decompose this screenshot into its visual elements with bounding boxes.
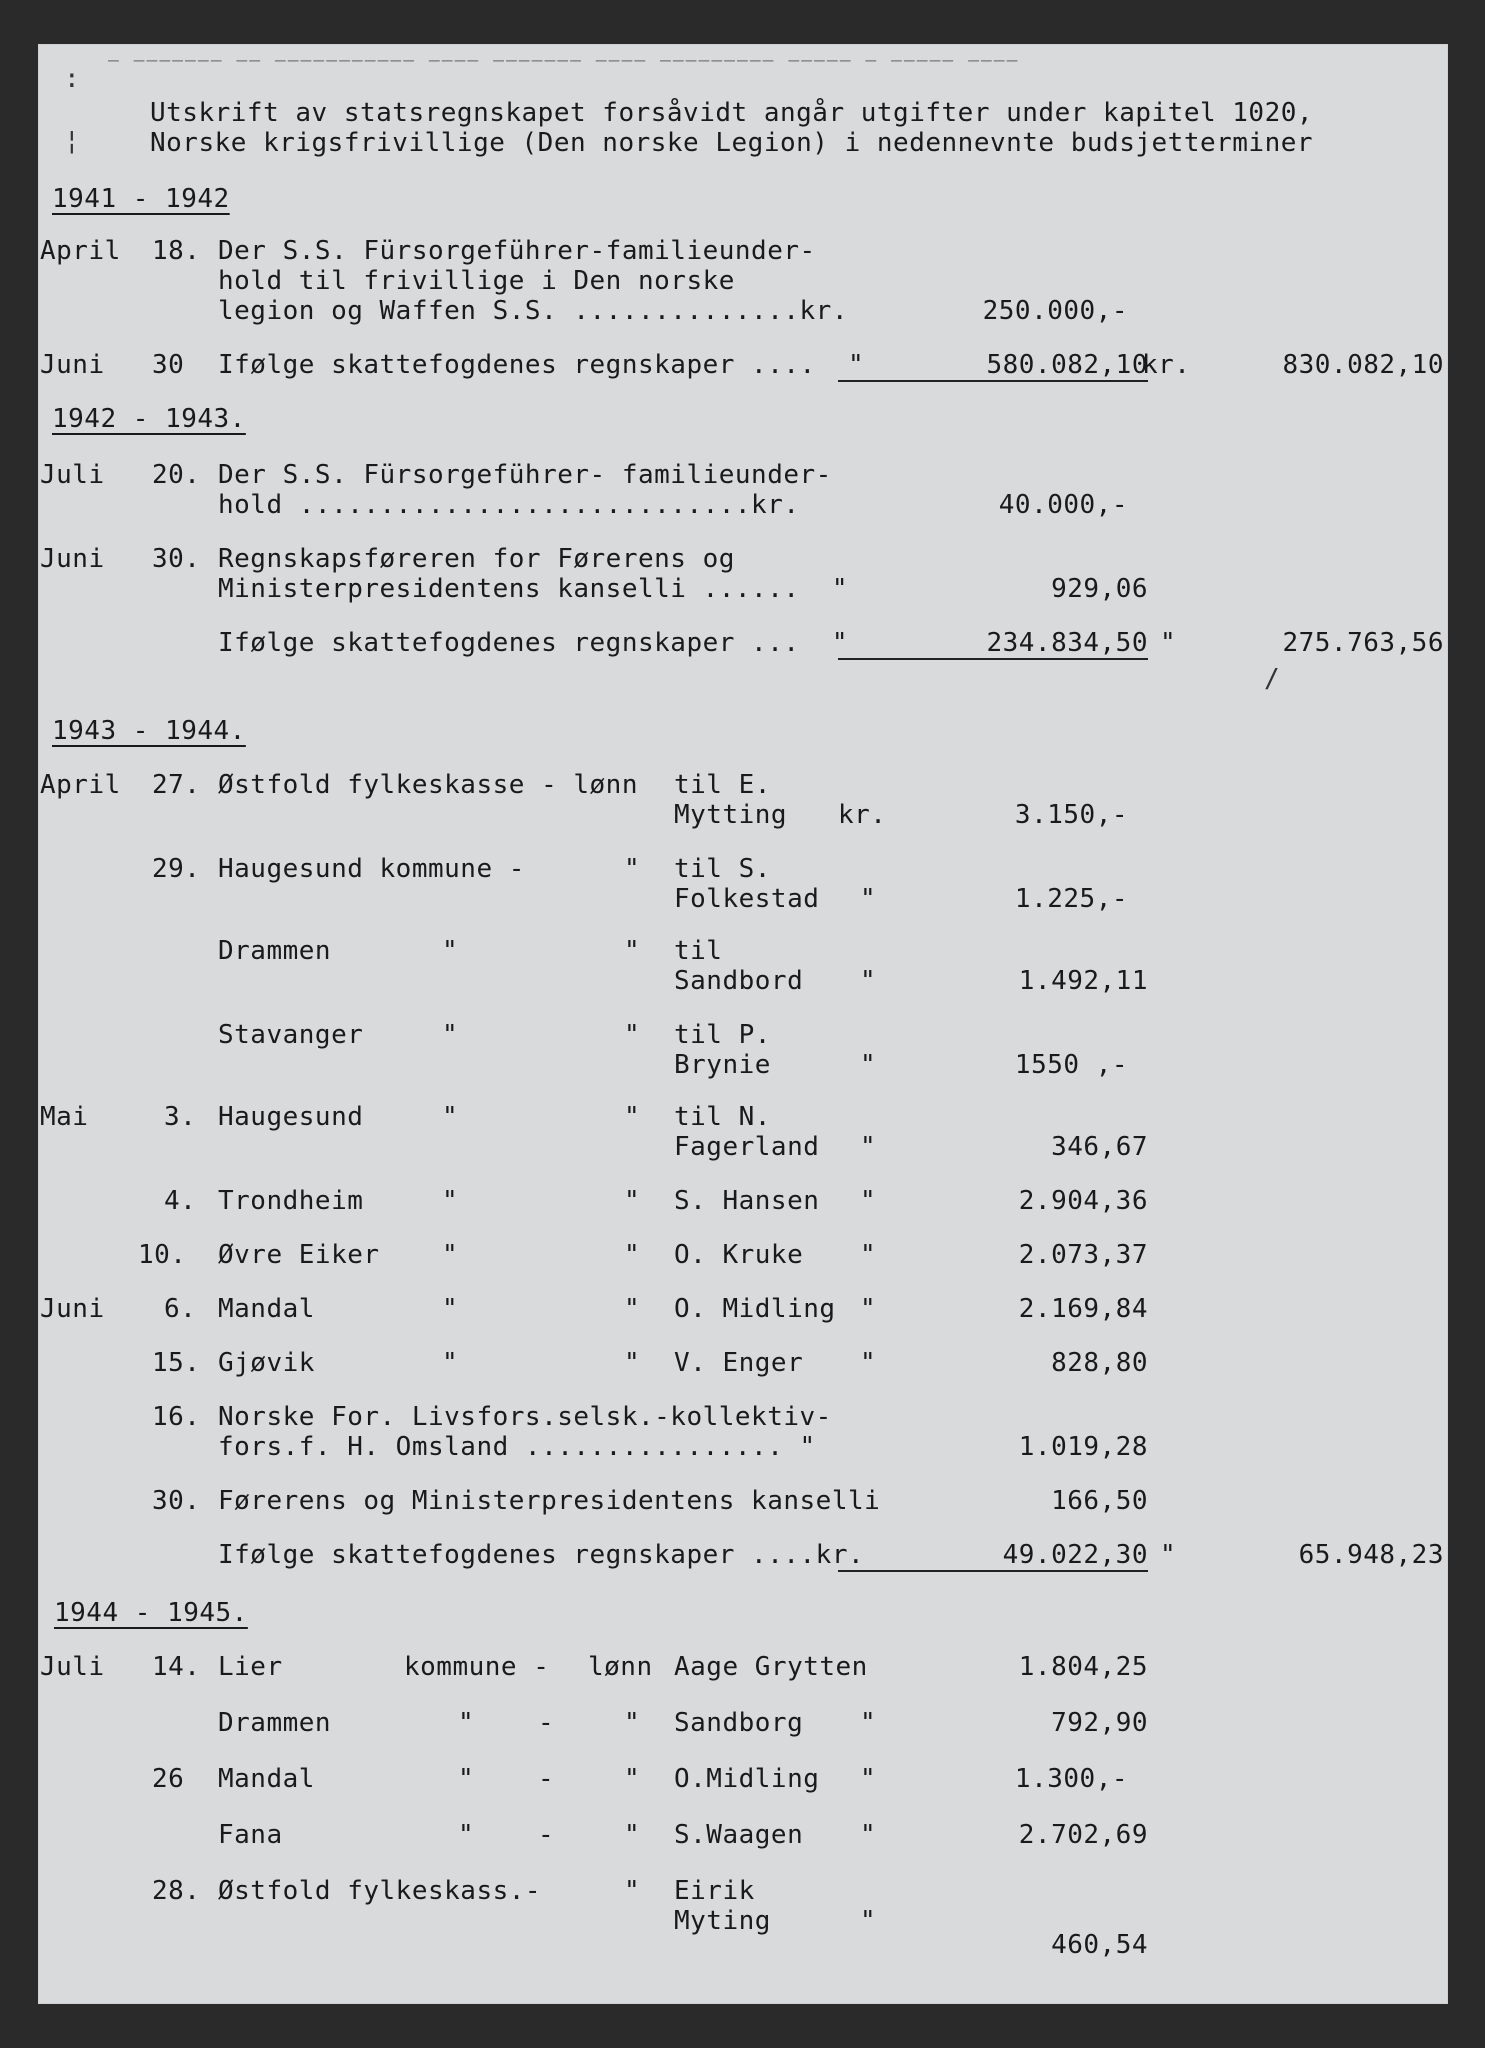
- entry-unit: ": [860, 1132, 877, 1162]
- entry-amount: 828,80: [1051, 1348, 1148, 1378]
- section-total: 65.948,23: [1298, 1540, 1444, 1570]
- entry-recipient: til N.: [674, 1102, 771, 1132]
- ditto-mark: ": [624, 1708, 641, 1738]
- entry-recipient: Myting: [674, 1906, 771, 1936]
- header-line-2: Norske krigsfrivillige (Den norske Legion) i nedennevnte budsjetterminer: [150, 128, 1314, 158]
- entry-text: Ifølge skattefogdenes regnskaper ... ": [218, 628, 848, 658]
- entry-amount: 1.225,-: [1014, 884, 1128, 914]
- entry-text: Der S.S. Fürsorgeführer-familieunder-: [218, 236, 816, 266]
- ditto-mark: ": [624, 1820, 641, 1850]
- entry-place: Gjøvik: [218, 1348, 315, 1378]
- entry-day: 30.: [152, 544, 201, 574]
- entry-text: Der S.S. Fürsorgeführer- familieunder-: [218, 460, 832, 490]
- ditto-mark: ": [624, 1102, 641, 1132]
- entry-place: Østfold fylkeskass.-: [218, 1876, 542, 1906]
- entry-unit: ": [860, 1186, 877, 1216]
- entry-recipient: Sandborg: [674, 1708, 804, 1738]
- entry-text: hold til frivillige i Den norske: [218, 266, 735, 296]
- entry-month: April: [40, 236, 121, 266]
- section-heading: 1943 - 1944.: [52, 716, 246, 746]
- entry-text: fors.f. H. Omsland ................ ": [218, 1432, 816, 1462]
- entry-amount: 40.000,-: [998, 490, 1128, 520]
- entry-text: Regnskapsføreren for Førerens og: [218, 544, 735, 574]
- ditto-mark: ": [442, 1020, 459, 1050]
- entry-amount: 2.702,69: [1018, 1820, 1148, 1850]
- underline-rule: [838, 658, 1148, 660]
- section-heading: 1941 - 1942: [52, 184, 230, 214]
- entry-amount: 1.804,25: [1018, 1652, 1148, 1682]
- ditto-mark: ": [624, 1020, 641, 1050]
- ditto-mark: ": [624, 1186, 641, 1216]
- entry-amount: 1.492,11: [1018, 966, 1148, 996]
- entry-month: Juni: [40, 544, 105, 574]
- entry-place: Mandal: [218, 1294, 315, 1324]
- entry-amount: 49.022,30: [1002, 1540, 1148, 1570]
- entry-unit: ": [860, 1348, 877, 1378]
- entry-text: hold ............................kr.: [218, 490, 800, 520]
- entry-amount: 2.073,37: [1018, 1240, 1148, 1270]
- ditto-mark: ": [624, 1240, 641, 1270]
- entry-recipient: til: [674, 936, 723, 966]
- entry-day: 26: [152, 1764, 185, 1794]
- entry-text: Ifølge skattefogdenes regnskaper .... ": [218, 350, 865, 380]
- entry-amount: 166,50: [1051, 1486, 1148, 1516]
- entry-day: 27.: [152, 770, 201, 800]
- entry-text: Norske For. Livsfors.selsk.-kollektiv-: [218, 1402, 832, 1432]
- entry-recipient: Fagerland: [674, 1132, 820, 1162]
- entry-amount: 460,54: [1051, 1930, 1148, 1960]
- entry-month: Juni: [40, 1294, 105, 1324]
- underline-rule: [838, 380, 1148, 382]
- entry-unit: ": [860, 1820, 877, 1850]
- entry-place: Haugesund: [218, 1102, 364, 1132]
- entry-amount: 3.150,-: [1014, 800, 1128, 830]
- section-total: 830.082,10: [1282, 350, 1444, 380]
- entry-text: Ministerpresidentens kanselli ...... ": [218, 574, 848, 604]
- entry-amount: 234.834,50: [986, 628, 1148, 658]
- entry-lonn: lønn: [588, 1652, 653, 1682]
- entry-place: Haugesund kommune -: [218, 854, 525, 884]
- ditto-mark: ": [458, 1764, 475, 1794]
- entry-text: Ifølge skattefogdenes regnskaper ....kr.: [218, 1540, 865, 1570]
- entry-unit: ": [860, 1294, 877, 1324]
- ditto-mark: ": [624, 1348, 641, 1378]
- entry-day: 28.: [152, 1876, 201, 1906]
- entry-amount: 1550 ,-: [1014, 1050, 1128, 1080]
- entry-recipient: O.Midling: [674, 1764, 820, 1794]
- punch-mark: :: [64, 64, 80, 94]
- entry-recipient: Eirik: [674, 1876, 755, 1906]
- entry-place: Trondheim: [218, 1186, 364, 1216]
- ditto-mark: ": [442, 1186, 459, 1216]
- underline-rule: [838, 1570, 1148, 1572]
- section-heading: 1942 - 1943.: [52, 404, 246, 434]
- entry-day: 3.: [164, 1102, 197, 1132]
- ditto-mark: ": [442, 936, 459, 966]
- entry-place: Lier: [218, 1652, 283, 1682]
- entry-day: 14.: [152, 1652, 201, 1682]
- entry-recipient: O. Kruke: [674, 1240, 804, 1270]
- entry-day: 18.: [152, 236, 201, 266]
- entry-recipient: Folkestad: [674, 884, 820, 914]
- total-label: ": [1160, 628, 1177, 658]
- entry-unit: ": [860, 1050, 877, 1080]
- entry-recipient: V. Enger: [674, 1348, 804, 1378]
- entry-dash: -: [538, 1764, 555, 1794]
- ditto-mark: ": [624, 1764, 641, 1794]
- pencil-check-mark: /: [1264, 664, 1280, 694]
- entry-place: Mandal: [218, 1764, 315, 1794]
- entry-recipient: til E.: [674, 770, 771, 800]
- entry-amount: 2.904,36: [1018, 1186, 1148, 1216]
- entry-recipient: S. Hansen: [674, 1186, 820, 1216]
- entry-amount: 929,06: [1051, 574, 1148, 604]
- ditto-mark: ": [442, 1102, 459, 1132]
- document-page: [38, 44, 1448, 2004]
- entry-place: Drammen: [218, 1708, 332, 1738]
- faint-overprint-line: ‒ ‒‒‒‒‒‒‒ ‒‒ ‒‒‒‒‒‒‒‒‒‒‒ ‒‒‒‒ ‒‒‒‒‒‒‒ ‒‒‒‒ ‒‒‒‒‒‒‒‒‒ ‒‒‒‒‒ ‒ ‒‒‒‒‒ ‒‒‒‒: [108, 50, 1020, 71]
- entry-amount: 250.000,-: [982, 296, 1128, 326]
- entry-amount: 1.300,-: [1014, 1764, 1128, 1794]
- entry-recipient: Brynie: [674, 1050, 771, 1080]
- entry-recipient: O. Midling: [674, 1294, 836, 1324]
- entry-day: 20.: [152, 460, 201, 490]
- entry-amount: 792,90: [1051, 1708, 1148, 1738]
- entry-recipient: til S.: [674, 854, 771, 884]
- entry-unit: ": [860, 1906, 877, 1936]
- entry-recipient: til P.: [674, 1020, 771, 1050]
- section-heading: 1944 - 1945.: [54, 1598, 248, 1628]
- entry-recipient: Sandbord: [674, 966, 804, 996]
- entry-day: 16.: [152, 1402, 201, 1432]
- entry-amount: 1.019,28: [1018, 1432, 1148, 1462]
- entry-recipient: Mytting: [674, 800, 788, 830]
- entry-place: Drammen: [218, 936, 332, 966]
- ditto-mark: ": [458, 1820, 475, 1850]
- entry-kommune: kommune -: [404, 1652, 550, 1682]
- entry-place: Stavanger: [218, 1020, 364, 1050]
- entry-unit: ": [860, 1708, 877, 1738]
- ditto-mark: ": [442, 1240, 459, 1270]
- entry-day: 15.: [152, 1348, 201, 1378]
- entry-dash: -: [538, 1820, 555, 1850]
- punch-mark: ¦: [64, 126, 80, 156]
- entry-month: Juli: [40, 460, 105, 490]
- entry-text: Førerens og Ministerpresidentens kanselli: [218, 1486, 881, 1516]
- ditto-mark: ": [442, 1294, 459, 1324]
- entry-unit: ": [860, 884, 877, 914]
- entry-unit: kr.: [838, 800, 887, 830]
- entry-unit: ": [860, 1240, 877, 1270]
- entry-place: Øvre Eiker: [218, 1240, 380, 1270]
- entry-month: Mai: [40, 1102, 89, 1132]
- entry-amount: 580.082,10: [986, 350, 1148, 380]
- entry-day: 6.: [164, 1294, 197, 1324]
- entry-month: Juli: [40, 1652, 105, 1682]
- entry-amount: 346,67: [1051, 1132, 1148, 1162]
- entry-day: 30.: [152, 1486, 201, 1516]
- ditto-mark: ": [624, 1294, 641, 1324]
- entry-dash: -: [538, 1708, 555, 1738]
- entry-place: Østfold fylkeskasse - lønn: [218, 770, 638, 800]
- entry-text: legion og Waffen S.S. ..............kr.: [218, 296, 848, 326]
- entry-day: 4.: [164, 1186, 197, 1216]
- section-total: 275.763,56: [1282, 628, 1444, 658]
- entry-month: Juni: [40, 350, 105, 380]
- ditto-mark: ": [624, 936, 641, 966]
- entry-month: April: [40, 770, 121, 800]
- entry-day: 10.: [138, 1240, 187, 1270]
- ditto-mark: ": [624, 1876, 641, 1906]
- header-line-1: Utskrift av statsregnskapet forsåvidt angår utgifter under kapitel 1020,: [150, 98, 1314, 128]
- entry-day: 29.: [152, 854, 201, 884]
- total-label: ": [1160, 1540, 1177, 1570]
- ditto-mark: ": [442, 1348, 459, 1378]
- entry-amount: 2.169,84: [1018, 1294, 1148, 1324]
- entry-recipient: Aage Grytten: [674, 1652, 868, 1682]
- entry-recipient: S.Waagen: [674, 1820, 804, 1850]
- ditto-mark: ": [624, 854, 641, 884]
- ditto-mark: ": [458, 1708, 475, 1738]
- entry-place: Fana: [218, 1820, 283, 1850]
- entry-unit: ": [860, 1764, 877, 1794]
- entry-unit: ": [860, 966, 877, 996]
- entry-day: 30: [152, 350, 185, 380]
- total-label: kr.: [1142, 350, 1191, 380]
